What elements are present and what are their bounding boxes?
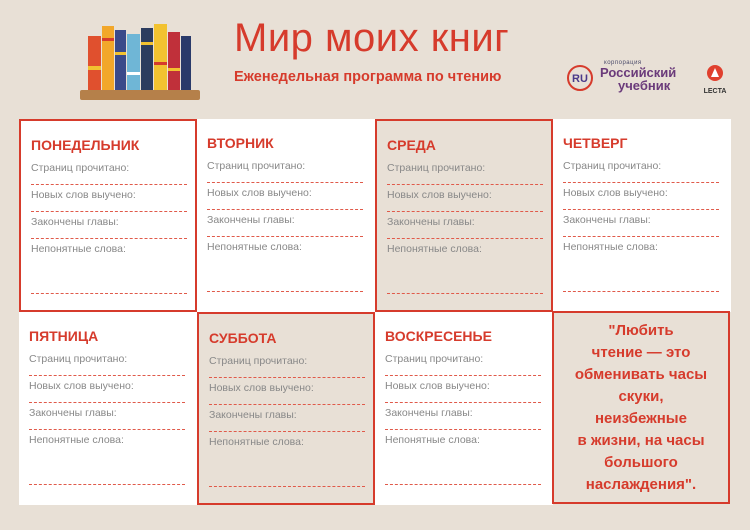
day-name: ВОСКРЕСЕНЬЕ: [385, 328, 492, 344]
pages-read-label: Страниц прочитано:: [387, 162, 486, 174]
day-card: [375, 119, 553, 312]
logo-line2: учебник: [618, 78, 671, 93]
day-card: [375, 312, 553, 505]
page-title: Мир моих книг: [234, 16, 510, 60]
logo-line1: Российский: [600, 65, 677, 80]
lecta-text: LECTA: [703, 88, 727, 95]
unclear-words-line[interactable]: [385, 475, 541, 485]
new-words-line[interactable]: [387, 202, 543, 212]
day-card: [197, 312, 375, 505]
chapters-done-line[interactable]: [385, 420, 541, 430]
chapters-done-label: Закончены главы:: [387, 216, 475, 228]
pages-read-line[interactable]: [29, 366, 185, 376]
quote-text: "Любить чтение — это обменивать часы скуки, неизбежные в жизни, на часы большого наслаждения".: [574, 321, 708, 493]
chapters-done-line[interactable]: [209, 422, 365, 432]
logo-lecta: [702, 64, 728, 94]
weekly-grid: [19, 119, 730, 504]
pages-read-line[interactable]: [387, 175, 543, 185]
chapters-done-line[interactable]: [29, 420, 185, 430]
chapters-done-label: Закончены главы:: [31, 216, 119, 228]
pages-read-label: Страниц прочитано:: [209, 355, 308, 367]
chapters-done-label: Закончены главы:: [207, 214, 295, 226]
new-words-line[interactable]: [207, 200, 363, 210]
pages-read-line[interactable]: [209, 368, 365, 378]
pages-read-line[interactable]: [31, 175, 187, 185]
ru-logo-icon: [566, 64, 594, 92]
chapters-done-line[interactable]: [31, 229, 187, 239]
chapters-done-label: Закончены главы:: [209, 409, 297, 421]
unclear-words-label: Непонятные слова:: [207, 241, 302, 253]
day-name: СУББОТА: [209, 330, 277, 346]
unclear-words-label: Непонятные слова:: [209, 436, 304, 448]
day-card: [197, 119, 375, 312]
chapters-done-label: Закончены главы:: [385, 407, 473, 419]
new-words-label: Новых слов выучено:: [29, 380, 134, 392]
unclear-words-line[interactable]: [387, 284, 543, 294]
header: [0, 0, 750, 118]
pages-read-label: Страниц прочитано:: [563, 160, 662, 172]
day-card: [19, 312, 197, 505]
logo-russian-textbook: [566, 60, 698, 96]
new-words-line[interactable]: [385, 393, 541, 403]
unclear-words-label: Непонятные слова:: [29, 434, 124, 446]
unclear-words-line[interactable]: [31, 284, 187, 294]
unclear-words-label: Непонятные слова:: [385, 434, 480, 446]
new-words-label: Новых слов выучено:: [31, 189, 136, 201]
unclear-words-label: Непонятные слова:: [387, 243, 482, 255]
new-words-line[interactable]: [209, 395, 365, 405]
chapters-done-label: Закончены главы:: [29, 407, 117, 419]
new-words-label: Новых слов выучено:: [209, 382, 314, 394]
new-words-label: Новых слов выучено:: [387, 189, 492, 201]
unclear-words-line[interactable]: [29, 475, 185, 485]
chapters-done-line[interactable]: [387, 229, 543, 239]
books-shelf-icon: [78, 22, 202, 102]
day-name: ВТОРНИК: [207, 135, 274, 151]
day-card: [553, 119, 731, 312]
svg-text:RU: RU: [572, 73, 588, 85]
pages-read-line[interactable]: [563, 173, 719, 183]
quote-box: [552, 311, 730, 504]
unclear-words-line[interactable]: [563, 282, 719, 292]
unclear-words-line[interactable]: [207, 282, 363, 292]
chapters-done-line[interactable]: [207, 227, 363, 237]
pages-read-label: Страниц прочитано:: [385, 353, 484, 365]
pages-read-label: Страниц прочитано:: [207, 160, 306, 172]
unclear-words-label: Непонятные слова:: [563, 241, 658, 253]
logo-small-text: корпорация: [604, 60, 642, 66]
day-card: [19, 119, 197, 312]
unclear-words-label: Непонятные слова:: [31, 243, 126, 255]
unclear-words-line[interactable]: [209, 477, 365, 487]
day-name: СРЕДА: [387, 137, 436, 153]
day-name: ПЯТНИЦА: [29, 328, 99, 344]
new-words-label: Новых слов выучено:: [207, 187, 312, 199]
pages-read-label: Страниц прочитано:: [31, 162, 130, 174]
new-words-line[interactable]: [29, 393, 185, 403]
new-words-label: Новых слов выучено:: [385, 380, 490, 392]
page-subtitle: Еженедельная программа по чтению: [234, 69, 502, 85]
pages-read-label: Страниц прочитано:: [29, 353, 128, 365]
new-words-line[interactable]: [563, 200, 719, 210]
new-words-line[interactable]: [31, 202, 187, 212]
day-name: ЧЕТВЕРГ: [563, 135, 628, 151]
day-name: ПОНЕДЕЛЬНИК: [31, 137, 140, 153]
chapters-done-label: Закончены главы:: [563, 214, 651, 226]
chapters-done-line[interactable]: [563, 227, 719, 237]
new-words-label: Новых слов выучено:: [563, 187, 668, 199]
pages-read-line[interactable]: [207, 173, 363, 183]
pages-read-line[interactable]: [385, 366, 541, 376]
lecta-logo-icon: [706, 64, 724, 82]
